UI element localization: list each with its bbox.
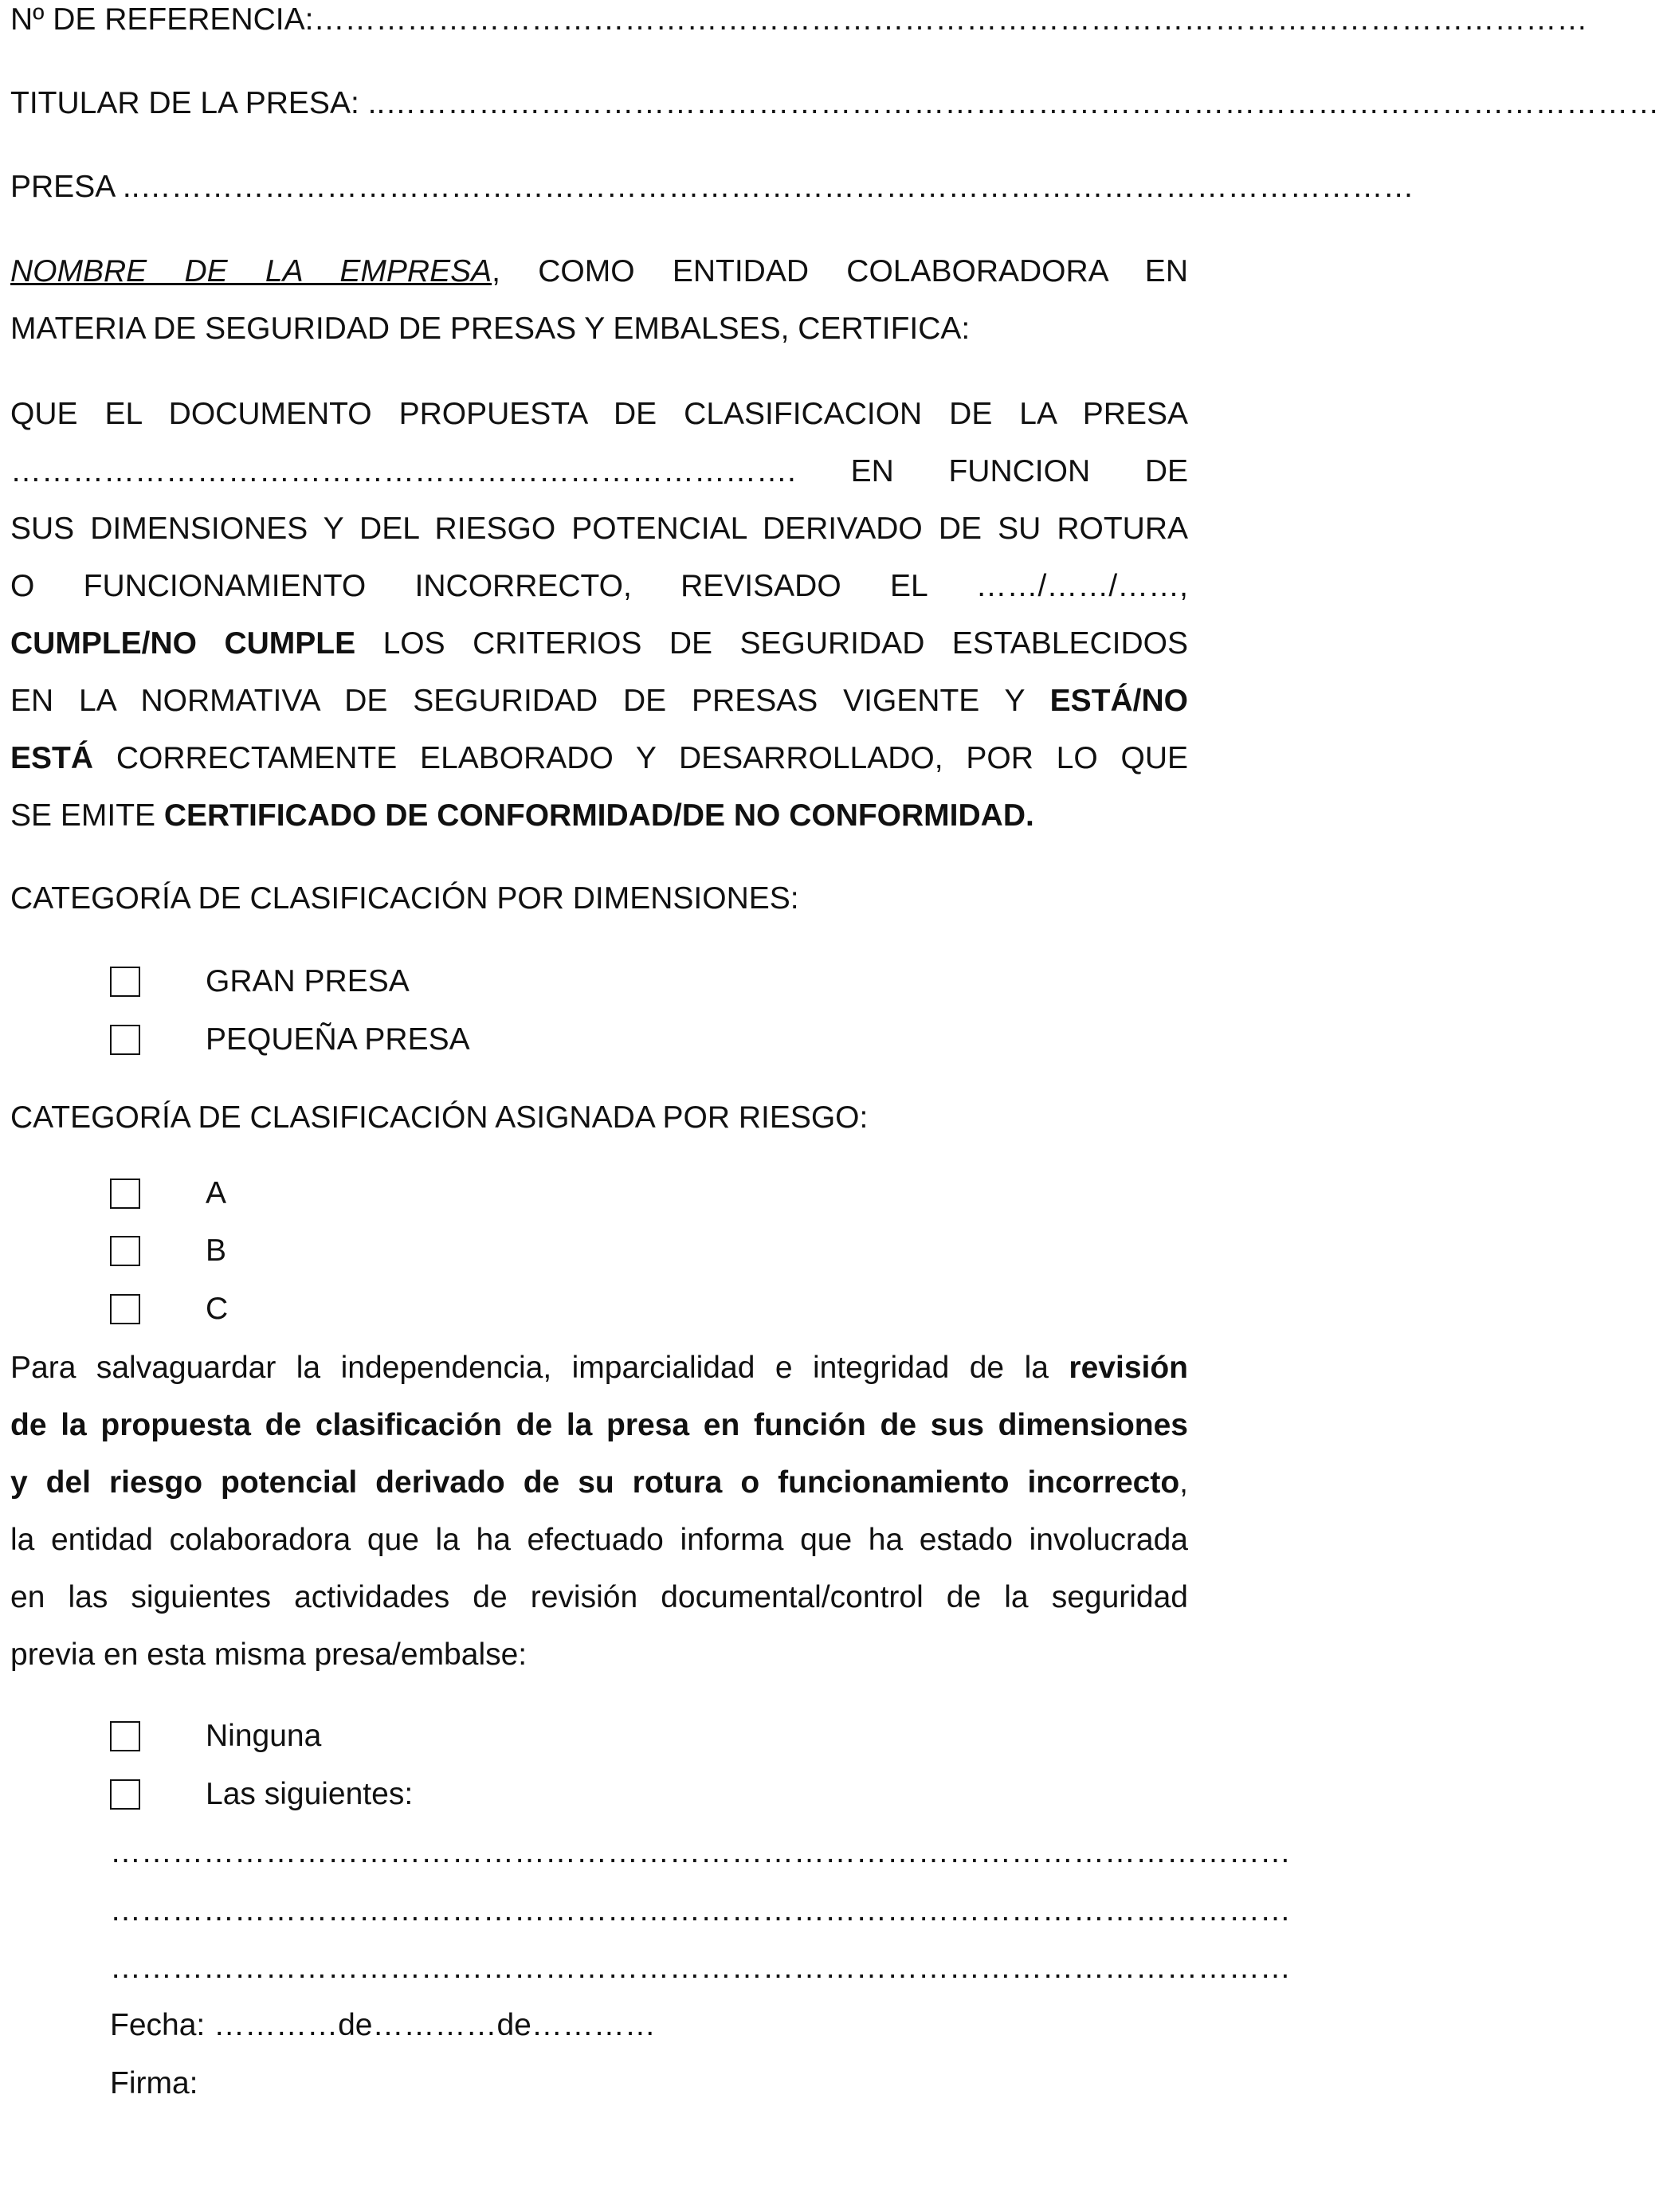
riesgo-a-label: A	[206, 1176, 227, 1210]
indep-row1-bold: revisión	[1069, 1351, 1188, 1385]
gran-presa-checkbox[interactable]	[110, 967, 140, 997]
ninguna-label: Ninguna	[206, 1719, 322, 1753]
gran-presa-label: GRAN PRESA	[206, 964, 410, 998]
riesgo-a-checkbox[interactable]	[110, 1179, 140, 1209]
statement-row7: CORRECTAMENTE ELABORADO Y DESARROLLADO, POR LO QUE	[116, 741, 1188, 775]
riesgo-b-checkbox[interactable]	[110, 1236, 140, 1266]
indep-row6: previa en esta misma presa/embalse:	[10, 1637, 528, 1672]
actividades-line-2[interactable]: ……………………………………………………………………………………………………	[110, 1893, 1291, 1928]
certifica-paragraph	[10, 243, 1188, 358]
statement-row4: O FUNCIONAMIENTO INCORRECTO, REVISADO EL ……/……/……,	[10, 569, 1188, 603]
riesgo-heading: CATEGORÍA DE CLASIFICACIÓN ASIGNADA POR RIESGO:	[10, 1100, 869, 1135]
las-siguientes-checkbox[interactable]	[110, 1779, 140, 1810]
dimensiones-heading: CATEGORÍA DE CLASIFICACIÓN POR DIMENSIONES:	[10, 881, 799, 916]
empresa-name: NOMBRE DE LA EMPRESA	[10, 254, 492, 288]
actividades-line-1[interactable]: ……………………………………………………………………………………………………	[110, 1835, 1291, 1869]
statement-row5: LOS CRITERIOS DE SEGURIDAD ESTABLECIDOS	[382, 626, 1189, 661]
esta-text-1: ESTÁ/NO	[1049, 684, 1188, 718]
titular-field	[10, 84, 1659, 124]
statement-row8: SE EMITE	[10, 798, 164, 833]
titular-label: TITULAR DE LA PRESA: ..	[10, 86, 386, 120]
referencia-dots[interactable]: ……………………………………………………………………………………………………………	[313, 2, 1588, 37]
esta-text-2: ESTÁ	[10, 741, 94, 775]
independencia-paragraph	[10, 1339, 1188, 1684]
indep-row5: en las siguientes actividades de revisión documental/control de la seguridad	[10, 1580, 1188, 1614]
indep-row2: de la propuesta de clasificación de la presa en función de sus dimensiones	[10, 1408, 1188, 1442]
statement-row2-dots: ………………………………………………………………….	[10, 454, 796, 488]
indep-row1: Para salvaguardar la independencia, imparcialidad e integridad de la	[10, 1351, 1049, 1385]
riesgo-c-label: C	[206, 1292, 229, 1326]
presa-dots[interactable]: ……………………………………………………………………………………………………………	[139, 170, 1414, 204]
presa-label: PRESA ..	[10, 170, 140, 204]
certifica-row1: , COMO ENTIDAD COLABORADORA EN	[492, 254, 1188, 288]
titular-dots[interactable]: ……………………………………………………………………………………………………………	[385, 86, 1659, 120]
statement-paragraph	[10, 386, 1188, 845]
riesgo-b-label: B	[206, 1233, 227, 1268]
referencia-field	[10, 0, 1588, 40]
pequena-presa-label: PEQUEÑA PRESA	[206, 1022, 470, 1057]
ninguna-checkbox[interactable]	[110, 1721, 140, 1751]
presa-field	[10, 167, 1414, 207]
indep-row4: la entidad colaboradora que la ha efectuado informa que ha estado involucrada	[10, 1523, 1188, 1557]
cumple-text: CUMPLE/NO CUMPLE	[10, 626, 356, 661]
las-siguientes-label: Las siguientes:	[206, 1777, 414, 1811]
fecha-field[interactable]: Fecha: …………de…………de…………	[110, 2008, 656, 2042]
referencia-label: Nº DE REFERENCIA:	[10, 2, 314, 37]
statement-row1: QUE EL DOCUMENTO PROPUESTA DE CLASIFICACION DE LA PRESA	[10, 397, 1188, 431]
statement-row6: EN LA NORMATIVA DE SEGURIDAD DE PRESAS VIGENTE Y	[10, 684, 1025, 718]
firma-label: Firma:	[110, 2066, 198, 2100]
certifica-row2: MATERIA DE SEGURIDAD DE PRESAS Y EMBALSES, CERTIFICA:	[10, 312, 971, 346]
indep-row3-comma: ,	[1179, 1465, 1188, 1500]
pequena-presa-checkbox[interactable]	[110, 1025, 140, 1055]
certificado-text: CERTIFICADO DE CONFORMIDAD/DE NO CONFORMIDAD.	[163, 798, 1034, 833]
statement-row3: SUS DIMENSIONES Y DEL RIESGO POTENCIAL DERIVADO DE SU ROTURA	[10, 512, 1188, 546]
statement-row2-text: EN FUNCION DE	[850, 454, 1188, 488]
riesgo-c-checkbox[interactable]	[110, 1294, 140, 1324]
indep-row3-bold: y del riesgo potencial derivado de su rotura o funcionamiento incorrecto	[10, 1465, 1180, 1500]
actividades-line-3[interactable]: ……………………………………………………………………………………………………	[110, 1951, 1291, 1985]
